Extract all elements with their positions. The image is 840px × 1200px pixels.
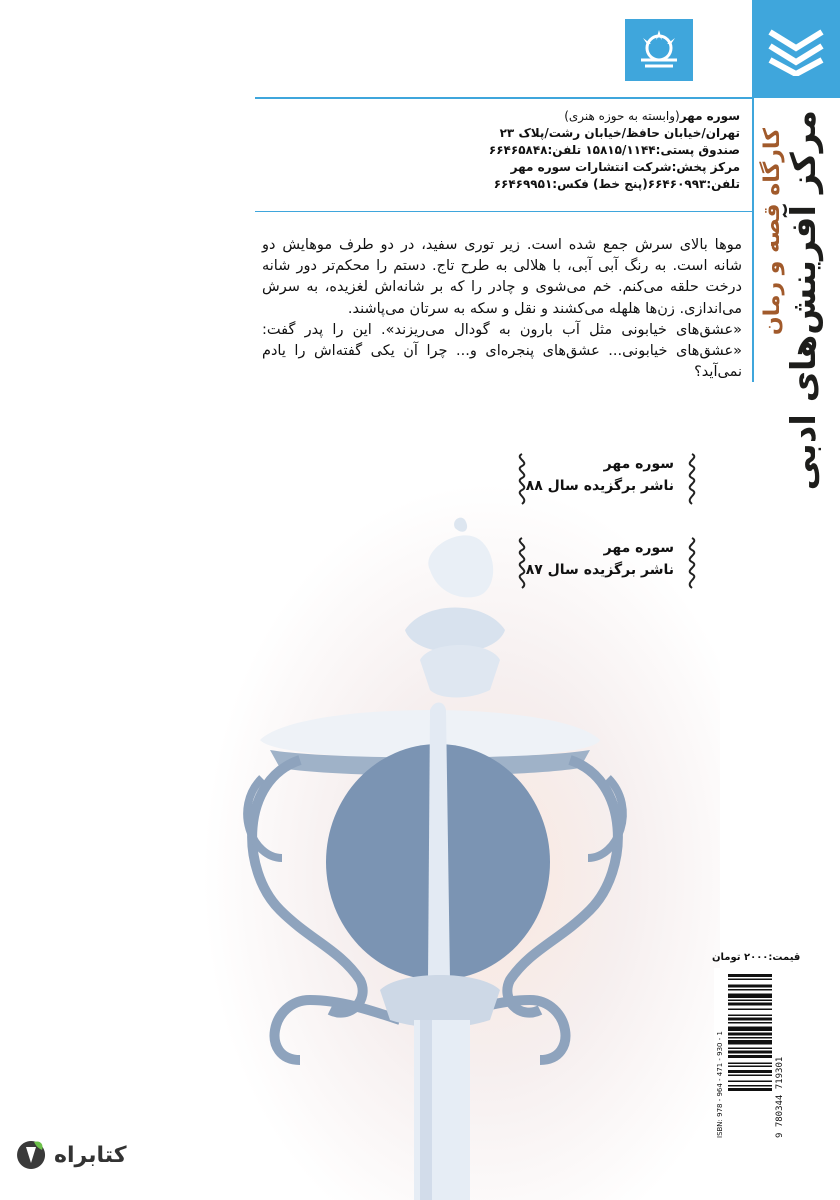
publisher-address — [265, 108, 740, 193]
barcode-bar — [728, 1055, 772, 1058]
award-publisher: سوره مهر — [603, 456, 674, 472]
isbn-text: ISBN: 978 - 964 - 471 - 930 - 1 — [716, 1031, 724, 1138]
barcode-bar — [728, 1048, 772, 1050]
barcode-bar — [728, 1081, 772, 1083]
barcode-digits: 9 780344 719301 — [775, 1056, 785, 1138]
ornament-right-icon — [682, 452, 702, 508]
award-publisher: سوره مهر — [603, 540, 674, 556]
sooreh-mehr-emblem — [624, 18, 694, 82]
excerpt-paragraph-2: «عشق‌های خیابونی مثل آب بارون به گودال می‌ریزند». این را پدر گفت: «عشق‌های خیابونی... عشق‌های پنجره‌ای و... چرا آن یکی گفته‌اش را یادم نمی‌آید؟ — [262, 321, 742, 381]
award-title: ناشر برگزیده سال ۸۷ — [525, 562, 674, 578]
barcode-bar — [728, 985, 772, 988]
publisher-logo-band — [752, 0, 840, 98]
sidebar-divider — [752, 97, 754, 382]
publisher-name: سوره مهر — [679, 109, 740, 123]
barcode-bar — [728, 1066, 772, 1068]
workshop-subtitle: کارگاه قصه و رمان — [760, 128, 785, 336]
award-title: ناشر برگزیده سال ۸۸ — [525, 478, 674, 494]
barcode-bar — [728, 1009, 772, 1011]
barcode-bar — [728, 1015, 772, 1017]
ornament-right-icon — [682, 536, 702, 592]
address-line-4: مرکز پخش:شرکت انتشارات سوره مهر — [510, 160, 740, 174]
barcode-bar — [728, 1033, 772, 1036]
book-chevron-icon — [766, 22, 826, 76]
top-divider — [255, 97, 752, 99]
barcode-bar — [728, 1063, 772, 1065]
center-title: مرکز آفرینش‌های ادبی — [784, 110, 824, 491]
barcode-bar — [728, 1075, 772, 1077]
award-badge-87 — [512, 536, 702, 592]
flower-emblem-icon — [633, 26, 685, 74]
address-line-1 — [265, 108, 740, 125]
barcode-bar — [728, 989, 772, 991]
barcode-bar — [728, 1037, 772, 1039]
barcode-bar — [728, 1022, 772, 1024]
address-line-5: تلفن:۶۶۴۶۰۹۹۳(پنج خط) فکس:۶۶۴۶۹۹۵۱ — [493, 177, 740, 191]
barcode-bar — [728, 1003, 772, 1006]
excerpt-paragraph-1: موها بالای سرش جمع شده است. زیر توری سفید، در دو طرف موهایش دو شانه است. به رنگ آبی آبی، با هلالی به طرح تاج. دستم را محکم‌تر دور شانه درخت حلقه می‌کنم. خم می‌شوی و چادر را که بر شانه‌اش لغزیده، به سرش می‌اندازی. زن‌ها هلهله می‌کشند و نقل و سکه به سرتان می‌پاشند. — [262, 237, 742, 317]
barcode-bar — [728, 1040, 772, 1045]
ornament-left-icon — [512, 536, 532, 592]
publisher-affiliation: (وابسته به حوزه هنری) — [564, 109, 680, 123]
barcode-bar — [728, 1018, 772, 1021]
barcode-bar — [728, 1051, 772, 1054]
address-line-2: تهران/خیابان حافظ/خیابان رشت/پلاک ۲۳ — [499, 126, 740, 140]
address-line-3: صندوق پستی:۱۵۸۱۵/۱۱۴۴ تلفن:۶۶۴۶۵۸۴۸ — [488, 143, 740, 157]
ketabrah-logo-icon — [14, 1138, 48, 1172]
award-badge-88 — [512, 452, 702, 508]
barcode-bar — [728, 1000, 772, 1002]
ketabrah-brand[interactable] — [14, 1138, 127, 1172]
barcode-bar — [728, 974, 772, 977]
barcode-bar — [728, 1027, 772, 1032]
barcode-bar — [728, 1085, 772, 1087]
price-label: قیمت:۲۰۰۰ تومان — [712, 952, 801, 963]
ketabrah-wordmark: کتابراه — [54, 1142, 127, 1168]
address-divider — [255, 211, 752, 212]
ornament-left-icon — [512, 452, 532, 508]
barcode-bar — [728, 1088, 772, 1091]
book-excerpt — [262, 235, 742, 383]
barcode-bar — [728, 994, 772, 999]
isbn-barcode — [714, 968, 786, 1140]
barcode-bar — [728, 979, 772, 981]
barcode-bar — [728, 1070, 772, 1073]
